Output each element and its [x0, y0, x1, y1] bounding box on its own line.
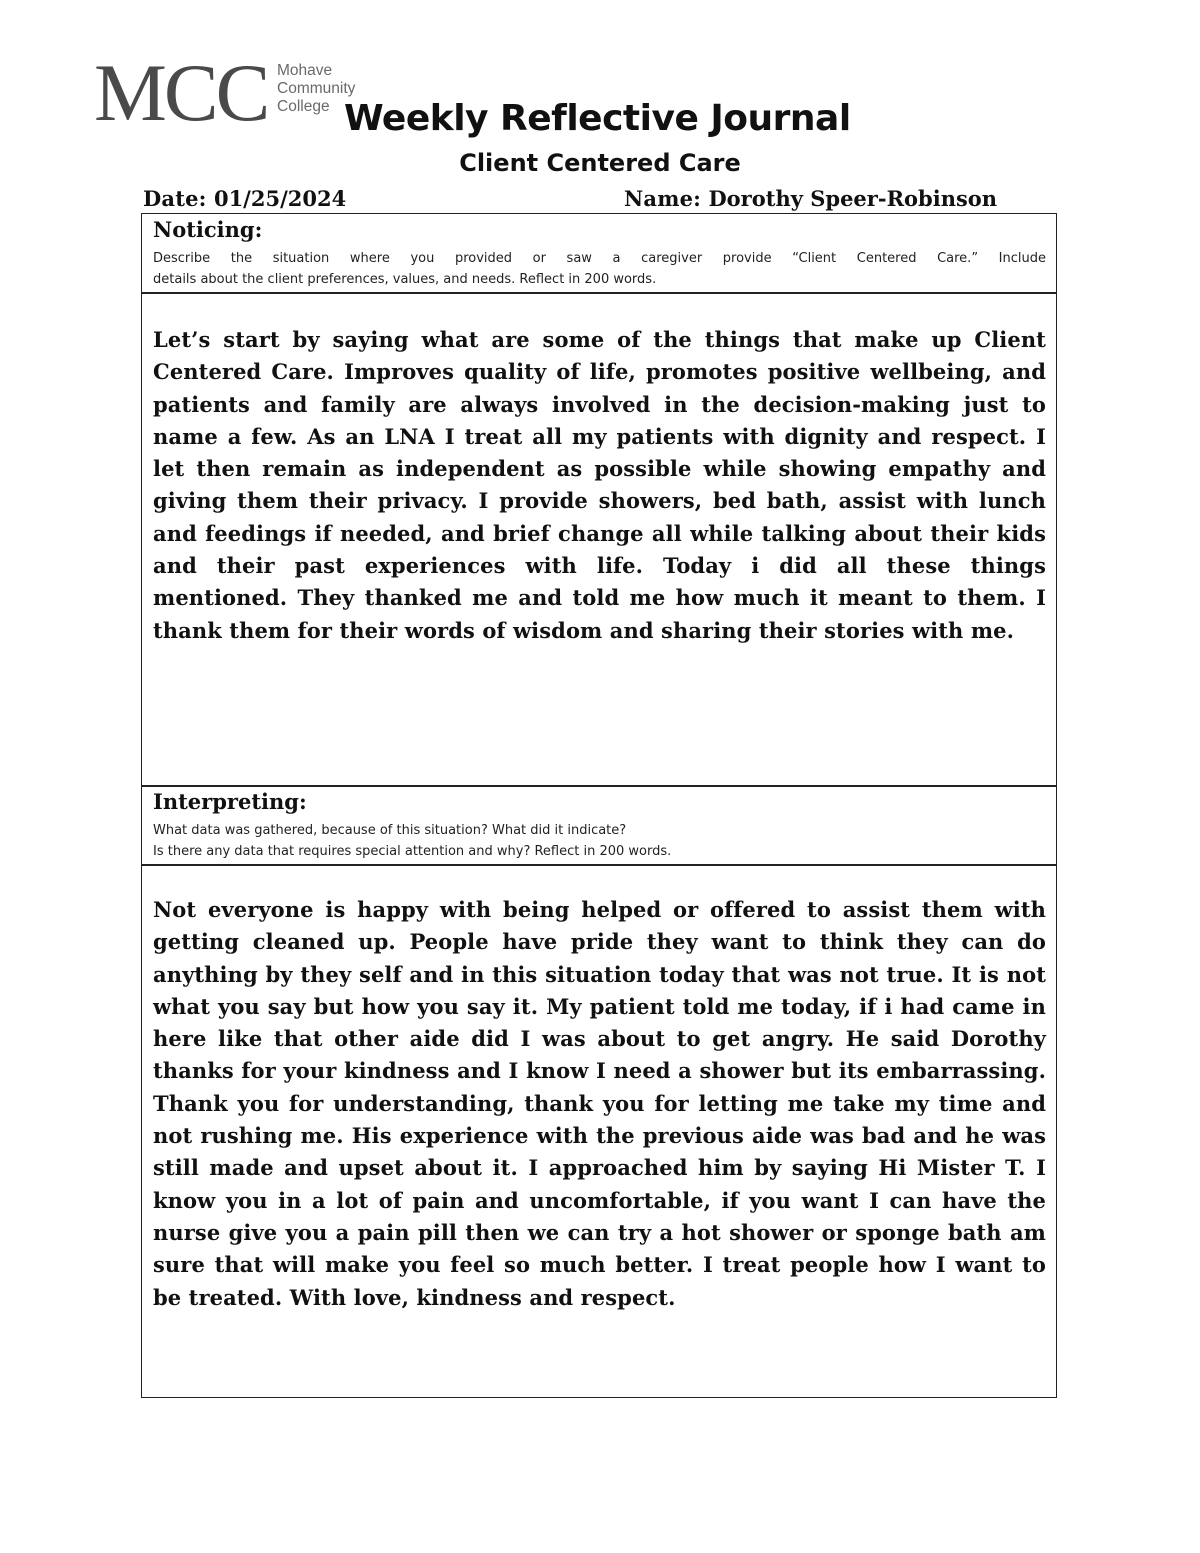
logo-line-2: Community [277, 80, 356, 97]
interpreting-response-cell [141, 864, 1057, 1398]
interpreting-title: Interpreting: [153, 789, 307, 814]
interpreting-prompt-line-1: What data was gathered, because of this situation? What did it indicate? [153, 823, 627, 838]
noticing-header-cell [141, 213, 1057, 294]
logo-abbreviation: MCC [94, 47, 268, 138]
name-label: Name: [624, 186, 702, 211]
name-field [624, 184, 997, 214]
page-title: Weekly Reflective Journal [344, 98, 851, 139]
date-field [143, 184, 346, 214]
noticing-prompt-line-1: Describe the situation where you provided or saw a caregiver provide “Client Centered Care.” Include [153, 251, 1046, 266]
interpreting-prompt [153, 820, 1046, 862]
name-value: Dorothy Speer-Robinson [708, 186, 998, 211]
logo-line-1: Mohave [277, 62, 333, 79]
noticing-response-cell [141, 292, 1057, 787]
noticing-prompt [153, 248, 1046, 290]
interpreting-prompt-line-2: Is there any data that requires special attention and why? Reflect in 200 words. [153, 844, 672, 859]
logo-line-3: College [277, 98, 330, 115]
interpreting-response: Not everyone is happy with being helped or offered to assist them with getting cleaned up. People have pride they want to think they can do anything by they self and in this situation today that was not true. It is not what you say but how you say it. My patient told me today, if i had came in here like that other aide did I was about to get angry. He said Dorothy thanks for your kindness and I know I need a shower but its embarrassing. Thank you for understanding, thank you for letting me take my time and not rushing me. His experience with the previous aide was bad and he was still made and upset about it. I approached him by saying Hi Mister T. I know you in a lot of pain and uncomfortable, if you want I can have the nurse give you a pain pill then we can try a hot shower or sponge bath am sure that will make you feel so much better. I treat people how I want to be treated. With love, kindness and respect. [153, 897, 1046, 1310]
page-subtitle: Client Centered Care [459, 149, 741, 177]
noticing-title: Noticing: [153, 217, 263, 242]
date-label: Date: [143, 186, 207, 211]
noticing-response: Let’s start by saying what are some of the things that make up Client Centered Care. Improves quality of life, promotes positive wellbeing, and patients and family are always involved in the decision-making just to name a few. As an LNA I treat all my patients with dignity and respect. I let then remain as independent as possible while showing empathy and giving them their privacy. I provide showers, bed bath, assist with lunch and feedings if needed, and brief change all while talking about their kids and their past experiences with life. Today i did all these things mentioned. They thanked me and told me how much it meant to them. I thank them for their words of wisdom and sharing their stories with me. [153, 327, 1046, 643]
date-value: 01/25/2024 [213, 186, 347, 211]
noticing-prompt-line-2: details about the client preferences, values, and needs. Reflect in 200 words. [153, 272, 657, 287]
interpreting-header-cell [141, 785, 1057, 866]
